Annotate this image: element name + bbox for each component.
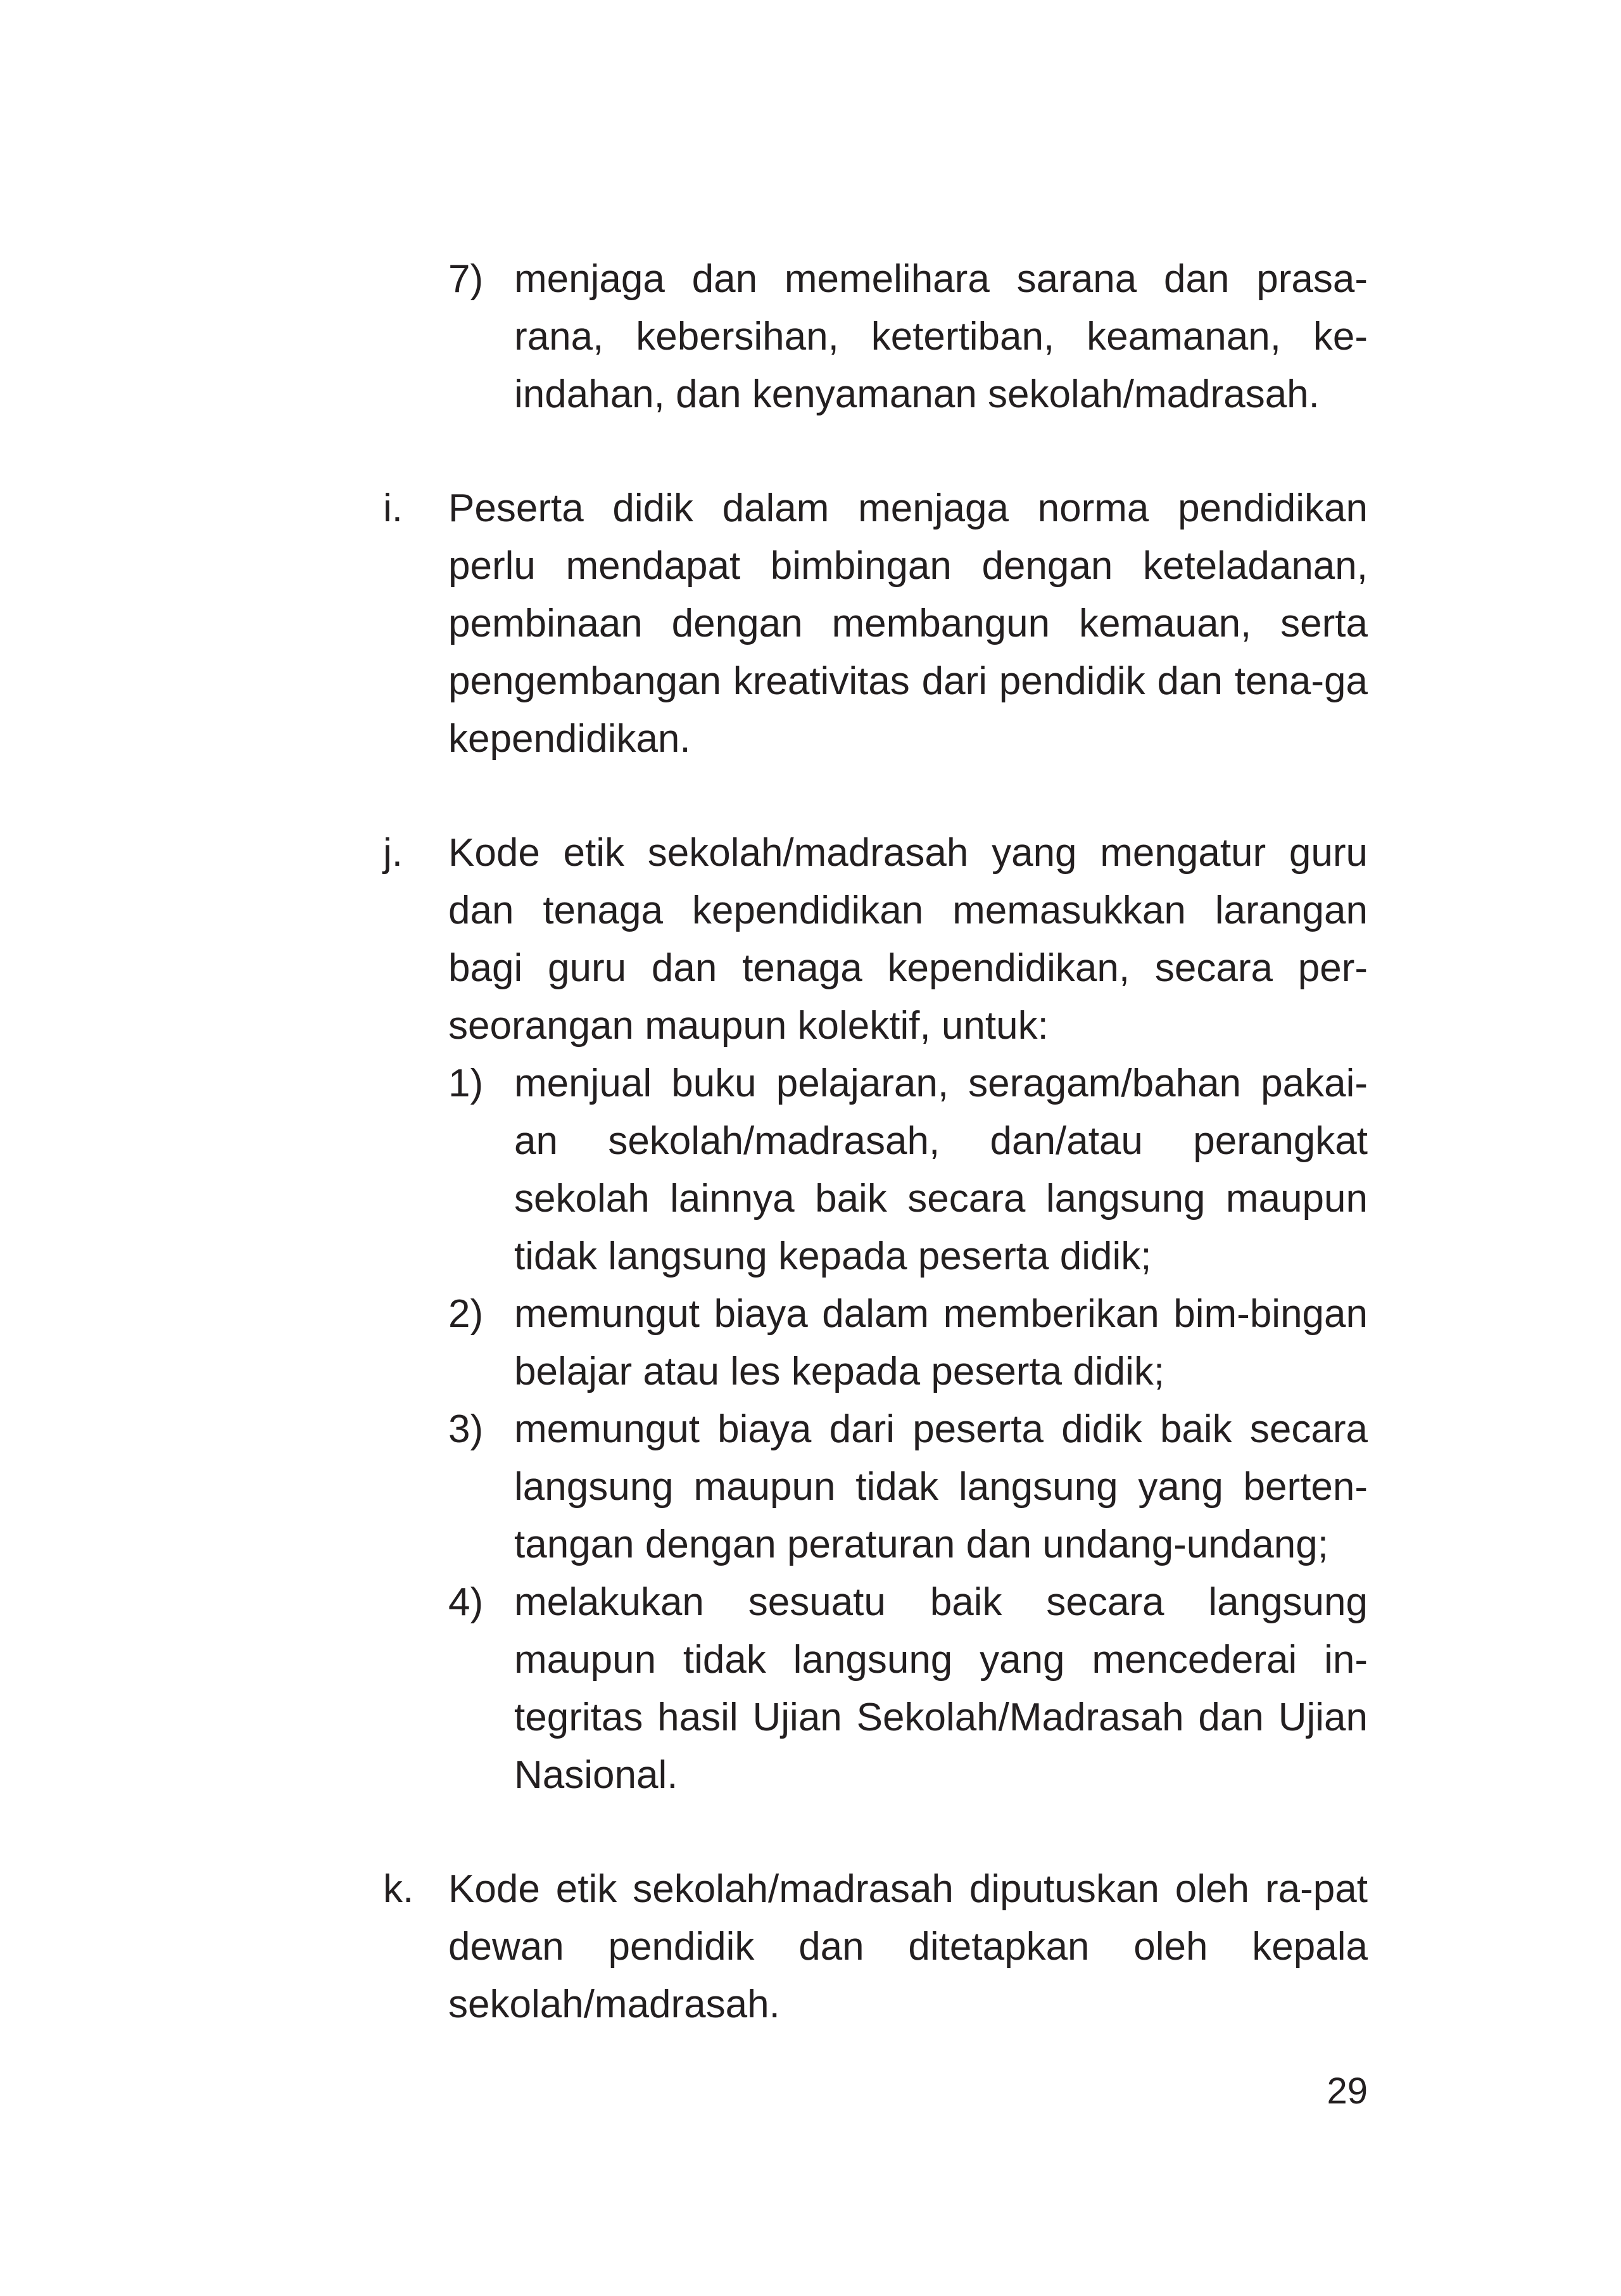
- list-item-text: menjaga dan memelihara sarana dan prasa-rana, kebersihan, ketertiban, keamanan, ke-indahan, dan kenyamanan sekolah/madrasah.: [514, 257, 1368, 416]
- list-marker: i.: [383, 486, 403, 530]
- list-item-k: [383, 1860, 1368, 2033]
- sub-list-item-4: [383, 1573, 1368, 1804]
- list-item-text: melakukan sesuatu baik secara langsung maupun tidak langsung yang mencederai in-tegritas hasil Ujian Sekolah/Madrasah dan Ujian Nasional.: [514, 1580, 1368, 1797]
- list-marker: k.: [383, 1867, 414, 1911]
- list-item-j: [383, 824, 1368, 1055]
- list-item-7: [383, 250, 1368, 423]
- list-item-i: [383, 479, 1368, 768]
- sub-list-item-3: [383, 1400, 1368, 1573]
- page-content: [383, 250, 1368, 2033]
- list-item-text: memungut biaya dalam memberikan bim-bingan belajar atau les kepada peserta didik;: [514, 1292, 1368, 1393]
- list-item-text: Kode etik sekolah/madrasah diputuskan oleh ra-pat dewan pendidik dan ditetapkan oleh kepala sekolah/madrasah.: [448, 1867, 1368, 2026]
- list-item-text: Kode etik sekolah/madrasah yang mengatur guru dan tenaga kependidikan memasukkan larangan bagi guru dan tenaga kependidikan, secara per-seorangan maupun kolektif, untuk:: [448, 831, 1368, 1048]
- list-marker: 1): [448, 1062, 484, 1105]
- list-marker: 4): [448, 1580, 484, 1624]
- sub-list-item-2: [383, 1285, 1368, 1400]
- list-item-text: memungut biaya dari peserta didik baik secara langsung maupun tidak langsung yang berten-tangan dengan peraturan dan undang-undang;: [514, 1407, 1368, 1566]
- list-item-text: Peserta didik dalam menjaga norma pendidikan perlu mendapat bimbingan dengan keteladanan, pembinaan dengan membangun kemauan, serta pengembangan kreativitas dari pendidik dan tena-ga kependidikan.: [448, 486, 1368, 761]
- list-marker: 3): [448, 1407, 484, 1451]
- list-marker: 2): [448, 1292, 484, 1336]
- list-marker: 7): [448, 257, 484, 301]
- sub-list-item-1: [383, 1055, 1368, 1285]
- list-marker: j.: [383, 831, 403, 875]
- list-item-text: menjual buku pelajaran, seragam/bahan pakai-an sekolah/madrasah, dan/atau perangkat sekolah lainnya baik secara langsung maupun tidak langsung kepada peserta didik;: [514, 1062, 1368, 1278]
- page-number: 29: [1327, 2071, 1368, 2112]
